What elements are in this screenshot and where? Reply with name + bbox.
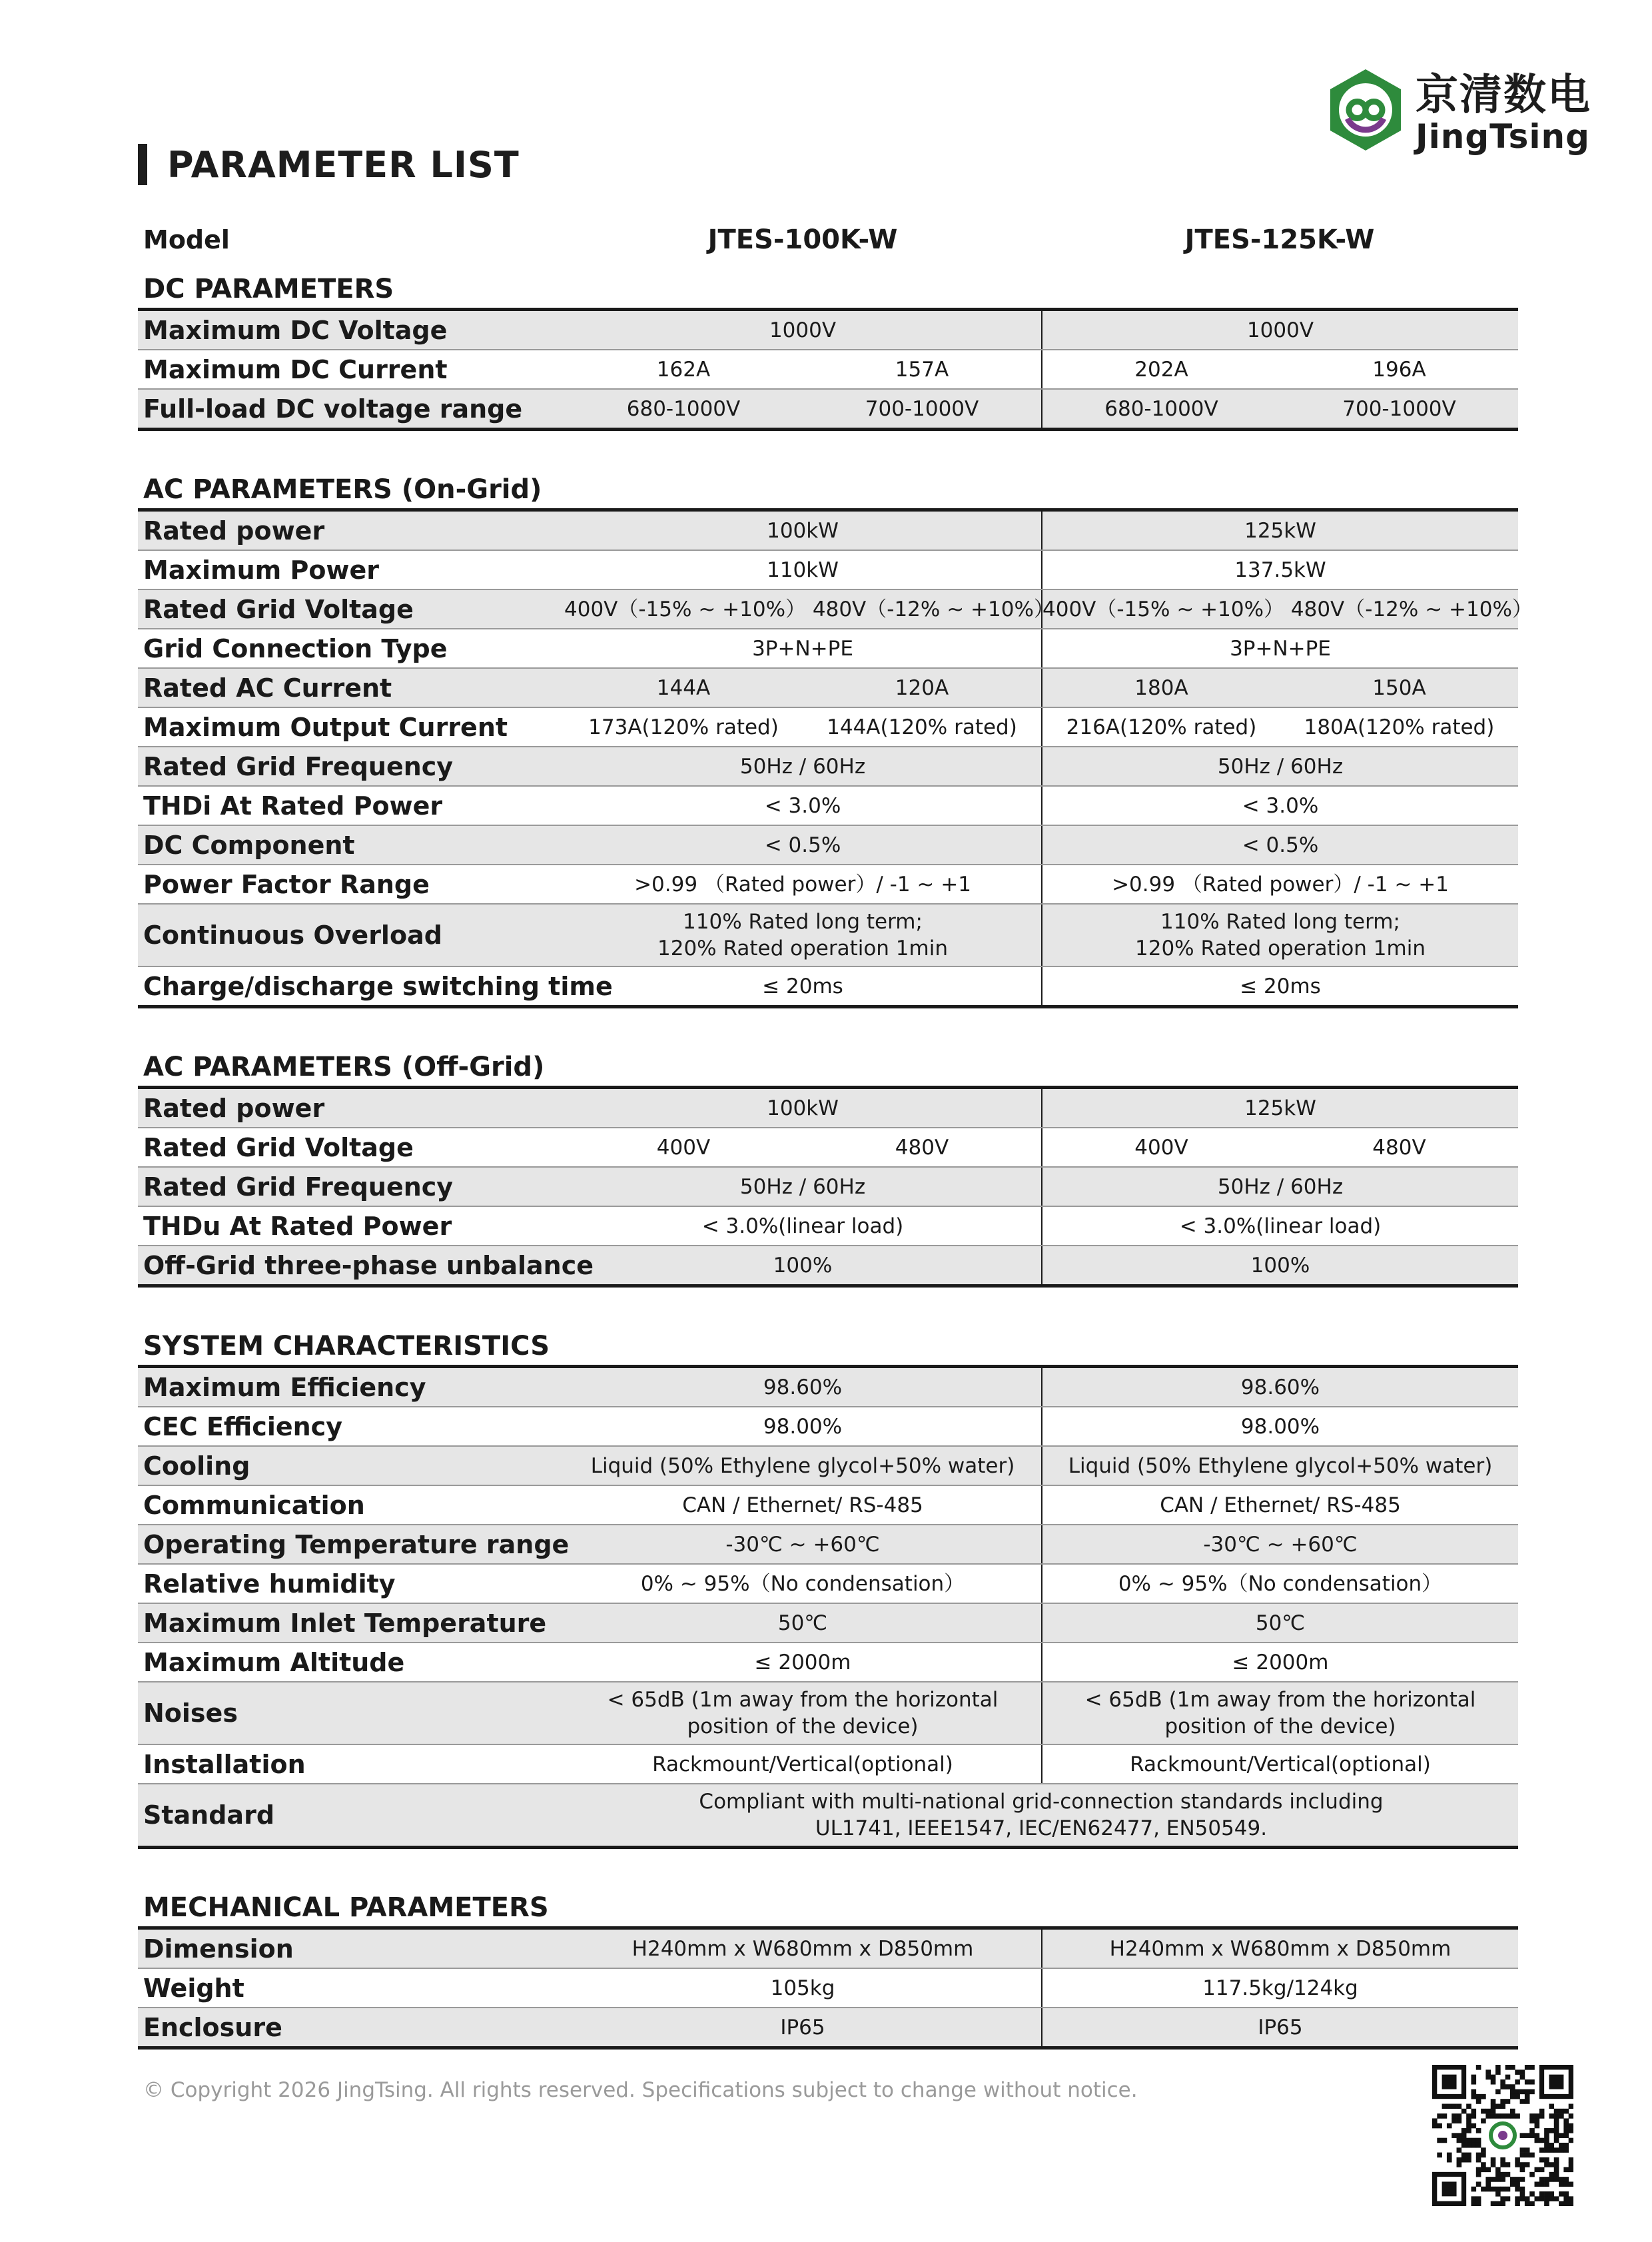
cell-value: 50℃ bbox=[1255, 1611, 1306, 1635]
row-label: Dimension bbox=[143, 1934, 294, 1964]
row-label: Operating Temperature range bbox=[143, 1529, 570, 1559]
table-row bbox=[138, 550, 1518, 589]
cell-value: 110% Rated long term; 120% Rated operation 1min bbox=[657, 910, 948, 960]
section-1 bbox=[138, 471, 1533, 1008]
cell-value: Compliant with multi-national grid-connection standards including UL1741, IEEE1547, IEC/EN62477, EN50549. bbox=[699, 1790, 1384, 1840]
model-1-value bbox=[564, 967, 1041, 1005]
model-1-value bbox=[564, 2008, 1041, 2046]
qr-code-icon bbox=[1432, 2065, 1573, 2206]
model-1-value bbox=[564, 708, 1041, 746]
row-label: Rated power bbox=[143, 516, 325, 546]
row-label: Rated Grid Voltage bbox=[143, 594, 414, 624]
cell-value: 98.60% bbox=[1240, 1375, 1320, 1399]
cell-value: ≤ 20ms bbox=[1240, 974, 1321, 998]
model-1-value bbox=[564, 590, 1054, 628]
cell-value: -30℃ ~ +60℃ bbox=[725, 1532, 880, 1557]
cell-value: CAN / Ethernet/ RS-485 bbox=[1160, 1493, 1401, 1517]
table-row bbox=[138, 388, 1518, 428]
cell-value: 125kW bbox=[1244, 1096, 1316, 1120]
cell-value: 700-1000V bbox=[865, 396, 979, 421]
model-1-value bbox=[564, 350, 1041, 388]
cell-value: 100% bbox=[1250, 1253, 1310, 1278]
section-title: MECHANICAL PARAMETERS bbox=[143, 1892, 549, 1923]
cell-value: 117.5kg/124kg bbox=[1202, 1976, 1358, 2000]
model-2-value bbox=[1041, 1525, 1518, 1563]
cell-value: 50Hz / 60Hz bbox=[739, 1174, 866, 1199]
table-row bbox=[138, 903, 1518, 966]
cell-value: 202A bbox=[1134, 357, 1188, 382]
model-1-value bbox=[564, 551, 1041, 589]
cell-value: Liquid (50% Ethylene glycol+50% water) bbox=[590, 1453, 1015, 1478]
model-1-value bbox=[564, 1207, 1041, 1245]
table-row bbox=[138, 589, 1533, 628]
row-label: Installation bbox=[143, 1749, 306, 1779]
model-1-value bbox=[564, 512, 1041, 550]
row-label: Rated power bbox=[143, 1093, 325, 1123]
model-1-value bbox=[564, 865, 1041, 903]
model-2-value bbox=[1041, 669, 1518, 707]
model-2-value bbox=[1041, 1486, 1518, 1524]
model-1-value bbox=[564, 390, 1041, 428]
parameter-sections bbox=[138, 270, 1533, 2050]
cell-value: < 3.0% bbox=[764, 793, 841, 818]
row-label: THDi At Rated Power bbox=[143, 791, 443, 821]
cell-value: 120A bbox=[895, 675, 949, 700]
cell-value: 680-1000V bbox=[626, 396, 741, 421]
model-2-value bbox=[1041, 551, 1518, 589]
cell-value: 1000V bbox=[769, 318, 837, 342]
spanned-value bbox=[564, 1784, 1518, 1846]
cell-value: 0% ~ 95%（No condensation） bbox=[1118, 1571, 1443, 1596]
model-1-value bbox=[564, 747, 1041, 785]
model-2-value bbox=[1041, 1368, 1518, 1406]
row-label: Relative humidity bbox=[143, 1569, 396, 1599]
row-label: Off-Grid three-phase unbalance bbox=[143, 1250, 594, 1280]
cell-value: 137.5kW bbox=[1234, 558, 1326, 582]
model-2-value bbox=[1041, 1207, 1518, 1245]
model-1-value bbox=[564, 629, 1041, 667]
row-label: Standard bbox=[143, 1800, 275, 1830]
cell-value: 0% ~ 95%（No condensation） bbox=[640, 1571, 965, 1596]
model-2-value bbox=[1041, 865, 1518, 903]
table-row bbox=[138, 1968, 1518, 2007]
cell-value: 173A(120% rated) bbox=[588, 715, 779, 739]
section-2 bbox=[138, 1048, 1518, 1288]
model-2-value bbox=[1041, 512, 1518, 550]
model-2-value bbox=[1041, 1643, 1518, 1681]
table-row bbox=[138, 1368, 1518, 1406]
model-1-value bbox=[564, 1368, 1041, 1406]
row-label: THDu At Rated Power bbox=[143, 1211, 452, 1241]
cell-value: < 3.0% bbox=[1242, 793, 1319, 818]
cell-value: H240mm x W680mm x D850mm bbox=[1109, 1936, 1451, 1961]
cell-value: ≤ 20ms bbox=[762, 974, 843, 998]
cell-value: 216A(120% rated) bbox=[1066, 715, 1257, 739]
cell-value: 50℃ bbox=[777, 1611, 828, 1635]
table-row bbox=[138, 1485, 1518, 1524]
cell-value: IP65 bbox=[780, 2015, 825, 2040]
cell-value: Rackmount/Vertical(optional) bbox=[652, 1752, 953, 1776]
row-label: Maximum Power bbox=[143, 555, 380, 585]
table-row bbox=[138, 707, 1518, 746]
model-2-value bbox=[1041, 1447, 1518, 1485]
cell-value: H240mm x W680mm x D850mm bbox=[631, 1936, 974, 1961]
title-accent-bar bbox=[138, 144, 147, 185]
cell-value: 400V bbox=[1134, 1135, 1188, 1160]
row-label: Continuous Overload bbox=[143, 921, 442, 950]
row-label: Rated AC Current bbox=[143, 673, 392, 703]
model-2-value bbox=[1041, 390, 1518, 428]
cell-value: 50Hz / 60Hz bbox=[739, 754, 866, 779]
cell-value: 125kW bbox=[1244, 518, 1316, 543]
jingtsing-logo-icon bbox=[1322, 67, 1409, 153]
model-1-value bbox=[564, 311, 1041, 349]
cell-value: 144A(120% rated) bbox=[827, 715, 1017, 739]
cell-value: >0.99 （Rated power）/ -1 ~ +1 bbox=[1112, 872, 1449, 897]
model-2-value bbox=[1041, 1969, 1518, 2007]
model-2-value bbox=[1041, 787, 1518, 825]
model-2-value bbox=[1041, 1682, 1518, 1744]
cell-value: 680-1000V bbox=[1104, 396, 1218, 421]
table-row bbox=[138, 1445, 1518, 1485]
cell-value: >0.99 （Rated power）/ -1 ~ +1 bbox=[634, 872, 971, 897]
row-label: Grid Connection Type bbox=[143, 633, 448, 663]
model-1-value bbox=[564, 826, 1041, 864]
model-label: Model bbox=[143, 225, 230, 254]
section-title: AC PARAMETERS (Off-Grid) bbox=[143, 1052, 545, 1082]
cell-value: 3P+N+PE bbox=[1230, 636, 1331, 661]
cell-value: 150A bbox=[1372, 675, 1426, 700]
cell-value: 480V bbox=[1372, 1135, 1426, 1160]
model-2-value bbox=[1041, 826, 1518, 864]
cell-value: 1000V bbox=[1246, 318, 1314, 342]
cell-value: < 65dB (1m away from the horizontal position of the device) bbox=[607, 1688, 999, 1738]
table-row bbox=[138, 1744, 1518, 1783]
section-title: SYSTEM CHARACTERISTICS bbox=[143, 1331, 550, 1361]
cell-value: 50Hz / 60Hz bbox=[1217, 1174, 1344, 1199]
cell-value: 400V（-15% ~ +10%） 480V（-12% ~ +10%） bbox=[564, 597, 1054, 621]
model-1-value bbox=[564, 1682, 1041, 1744]
model-2-value bbox=[1041, 1168, 1518, 1206]
cell-value: ≤ 2000m bbox=[754, 1650, 851, 1675]
section-table bbox=[138, 308, 1518, 431]
page-title bbox=[138, 144, 520, 185]
table-row bbox=[138, 311, 1518, 349]
cell-value: 100kW bbox=[767, 518, 839, 543]
row-label: Maximum Output Current bbox=[143, 712, 508, 742]
cell-value: 50Hz / 60Hz bbox=[1217, 754, 1344, 779]
table-row bbox=[138, 512, 1518, 550]
model-1-value bbox=[564, 1089, 1041, 1127]
row-label: Maximum Inlet Temperature bbox=[143, 1608, 547, 1638]
model-2-value bbox=[1041, 1407, 1518, 1445]
cell-value: 98.00% bbox=[763, 1414, 843, 1439]
row-label: Cooling bbox=[143, 1451, 250, 1481]
table-row bbox=[138, 1930, 1518, 1968]
model-1-value bbox=[564, 1128, 1041, 1166]
cell-value: < 65dB (1m away from the horizontal position of the device) bbox=[1084, 1688, 1476, 1738]
section-table bbox=[138, 1086, 1518, 1288]
section-table bbox=[138, 1365, 1518, 1849]
cell-value: 157A bbox=[895, 357, 949, 382]
cell-value: 3P+N+PE bbox=[752, 636, 853, 661]
row-label: Rated Grid Frequency bbox=[143, 751, 454, 781]
model-2-value bbox=[1041, 1930, 1518, 1968]
row-label: Maximum DC Current bbox=[143, 354, 448, 384]
qr-code bbox=[1432, 2065, 1573, 2206]
table-row bbox=[138, 1166, 1518, 1206]
table-row bbox=[138, 966, 1518, 1005]
model-1-value bbox=[564, 669, 1041, 707]
model-1-value bbox=[564, 1969, 1041, 2007]
table-row bbox=[138, 1563, 1518, 1603]
cell-value: 400V（-15% ~ +10%） 480V（-12% ~ +10%） bbox=[1042, 597, 1533, 621]
row-label: CEC Efficiency bbox=[143, 1411, 342, 1441]
table-row bbox=[138, 785, 1518, 825]
row-label: Full-load DC voltage range bbox=[143, 394, 523, 424]
table-row bbox=[138, 1642, 1518, 1681]
cell-value: 162A bbox=[656, 357, 711, 382]
page-title-text: PARAMETER LIST bbox=[167, 143, 520, 186]
section-3 bbox=[138, 1327, 1518, 1849]
cell-value: CAN / Ethernet/ RS-485 bbox=[682, 1493, 923, 1517]
model-1-value bbox=[564, 1930, 1041, 1968]
model-2-value bbox=[1041, 1604, 1518, 1642]
model-2-value bbox=[1041, 1565, 1518, 1603]
table-row bbox=[138, 667, 1518, 707]
table-row bbox=[138, 1603, 1518, 1642]
cell-value: 144A bbox=[656, 675, 711, 700]
table-row bbox=[138, 1406, 1518, 1445]
cell-value: 105kg bbox=[770, 1976, 835, 2000]
model-1-value bbox=[564, 1525, 1041, 1563]
cell-value: ≤ 2000m bbox=[1232, 1650, 1329, 1675]
row-label: Communication bbox=[143, 1490, 365, 1520]
brand-name-en: JingTsing bbox=[1416, 117, 1590, 156]
table-row bbox=[138, 1206, 1518, 1245]
table-row bbox=[138, 1089, 1518, 1127]
cell-value: < 0.5% bbox=[1242, 833, 1319, 857]
cell-value: 100% bbox=[773, 1253, 833, 1278]
model-1-value bbox=[564, 1565, 1041, 1603]
section-table bbox=[138, 1926, 1518, 2050]
row-label: Weight bbox=[143, 1973, 244, 2003]
section-title: DC PARAMETERS bbox=[143, 274, 394, 304]
table-row bbox=[138, 746, 1518, 785]
table-row bbox=[138, 1245, 1518, 1284]
row-label: Maximum Altitude bbox=[143, 1647, 405, 1677]
table-row bbox=[138, 1681, 1518, 1744]
model-2-value bbox=[1041, 1089, 1518, 1127]
table-row bbox=[138, 628, 1518, 667]
model-name-1: JTES-100K-W bbox=[707, 224, 898, 255]
table-row bbox=[138, 349, 1518, 388]
model-2-value bbox=[1041, 590, 1533, 628]
cell-value: < 0.5% bbox=[764, 833, 841, 857]
model-1-value bbox=[564, 1168, 1041, 1206]
model-2-value bbox=[1041, 350, 1518, 388]
model-2-value bbox=[1041, 1246, 1518, 1284]
model-name-2: JTES-125K-W bbox=[1184, 224, 1375, 255]
cell-value: 98.60% bbox=[763, 1375, 843, 1399]
model-1-value bbox=[564, 1745, 1041, 1783]
copyright-notice: © Copyright 2026 JingTsing. All rights reserved. Specifications subject to change without notice. bbox=[143, 2078, 1138, 2102]
model-2-value bbox=[1041, 1128, 1518, 1166]
cell-value: 180A bbox=[1134, 675, 1188, 700]
model-2-value bbox=[1041, 708, 1518, 746]
table-row bbox=[138, 1127, 1518, 1166]
cell-value: < 3.0%(linear load) bbox=[701, 1214, 904, 1238]
table-row bbox=[138, 2007, 1518, 2046]
row-label: Maximum Efficiency bbox=[143, 1372, 426, 1402]
row-label: Charge/discharge switching time bbox=[143, 971, 613, 1001]
cell-value: IP65 bbox=[1258, 2015, 1303, 2040]
model-2-value bbox=[1041, 311, 1518, 349]
section-4 bbox=[138, 1889, 1518, 2050]
model-2-value bbox=[1041, 629, 1518, 667]
row-label: Noises bbox=[143, 1698, 238, 1728]
model-1-value bbox=[564, 1604, 1041, 1642]
cell-value: Liquid (50% Ethylene glycol+50% water) bbox=[1068, 1453, 1493, 1478]
row-label: Maximum DC Voltage bbox=[143, 315, 448, 345]
model-1-value bbox=[564, 1407, 1041, 1445]
section-table bbox=[138, 508, 1533, 1008]
cell-value: 100kW bbox=[767, 1096, 839, 1120]
model-1-value bbox=[564, 1643, 1041, 1681]
cell-value: 400V bbox=[656, 1135, 711, 1160]
brand-name-cn: 京清数电 bbox=[1416, 71, 1591, 120]
model-2-value bbox=[1041, 967, 1518, 1005]
brand-logo bbox=[1322, 67, 1589, 160]
table-row bbox=[138, 825, 1518, 864]
cell-value: -30℃ ~ +60℃ bbox=[1203, 1532, 1358, 1557]
cell-value: 196A bbox=[1372, 357, 1426, 382]
section-0 bbox=[138, 270, 1518, 431]
cell-value: 98.00% bbox=[1240, 1414, 1320, 1439]
cell-value: 180A(120% rated) bbox=[1304, 715, 1495, 739]
model-2-value bbox=[1041, 2008, 1518, 2046]
cell-value: 110% Rated long term; 120% Rated operation 1min bbox=[1135, 910, 1426, 960]
row-label: Rated Grid Voltage bbox=[143, 1132, 414, 1162]
model-2-value bbox=[1041, 1745, 1518, 1783]
model-2-value bbox=[1041, 747, 1518, 785]
model-1-value bbox=[564, 1447, 1041, 1485]
model-1-value bbox=[564, 787, 1041, 825]
table-row bbox=[138, 864, 1518, 903]
cell-value: 110kW bbox=[767, 558, 839, 582]
row-label: Power Factor Range bbox=[143, 869, 430, 899]
row-label: DC Component bbox=[143, 830, 355, 860]
cell-value: 480V bbox=[895, 1135, 949, 1160]
cell-value: < 3.0%(linear load) bbox=[1179, 1214, 1382, 1238]
model-1-value bbox=[564, 905, 1041, 966]
model-header-row bbox=[138, 220, 1518, 260]
cell-value: 700-1000V bbox=[1342, 396, 1456, 421]
model-2-value bbox=[1041, 905, 1518, 966]
row-label: Enclosure bbox=[143, 2012, 282, 2042]
model-1-value bbox=[564, 1246, 1041, 1284]
table-row bbox=[138, 1783, 1518, 1846]
section-title: AC PARAMETERS (On-Grid) bbox=[143, 474, 542, 505]
model-1-value bbox=[564, 1486, 1041, 1524]
table-row bbox=[138, 1524, 1518, 1563]
row-label: Rated Grid Frequency bbox=[143, 1172, 454, 1202]
parameter-list bbox=[138, 220, 1533, 2089]
cell-value: Rackmount/Vertical(optional) bbox=[1130, 1752, 1431, 1776]
